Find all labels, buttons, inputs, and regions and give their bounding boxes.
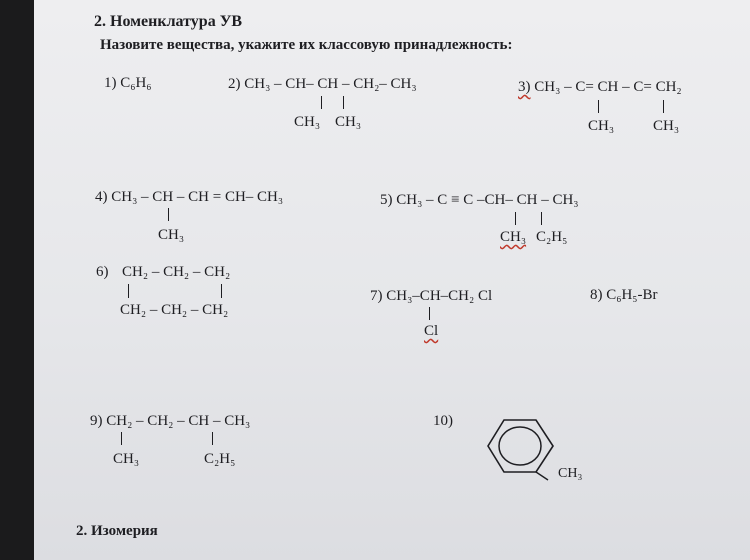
compound-3-main-chain: CH₃ – C= CH – C= CH₂ [530, 79, 682, 95]
compound-3-bond [598, 100, 599, 113]
compound-5-bond [515, 212, 516, 225]
compound-10-number: 10) [433, 413, 453, 429]
compound-3-number: 3) [518, 79, 531, 95]
compound-6-ring-bond [221, 284, 222, 298]
compound-4-main-chain: 4) CH₃ – CH – CH = CH– CH₃ [95, 189, 284, 205]
compound-7-substituent: Cl [424, 323, 439, 339]
compound-8: 8) C₆H₅-Br [590, 287, 658, 303]
compound-5-substituent: CH₃ [500, 229, 527, 245]
compound-2-main-chain: 2) CH₃ – CH– CH – CH₂– CH₃ [228, 76, 417, 92]
compound-5-substituent: C₂H₅ [536, 229, 568, 245]
compound-6-top-chain: CH₂ – CH₂ – CH₂ [122, 264, 231, 280]
compound-3-bond [663, 100, 664, 113]
compound-9-substituent: CH₃ [113, 451, 140, 467]
compound-7-main-chain: 7) CH₃–CH–CH₂ Cl [370, 288, 493, 304]
compound-10-substituent: CH₃ [558, 466, 583, 481]
compound-9-bond [212, 432, 213, 445]
compound-9-main-chain: 9) CH₂ – CH₂ – CH – CH₃ [90, 413, 251, 429]
section-heading: 2. Номенклатура УВ [94, 13, 243, 30]
compound-9-substituent: C₂H₅ [204, 451, 236, 467]
compound-5-bond [541, 212, 542, 225]
compound-2-substituent: CH₃ [294, 114, 321, 130]
compound-1: 1) C₆H₆ [104, 75, 152, 91]
compound-4-substituent: CH₃ [158, 227, 185, 243]
compound-9-bond [121, 432, 122, 445]
compound-3-substituent: CH₃ [588, 118, 615, 134]
compound-7-bond [429, 307, 430, 320]
compound-5-main-chain: 5) CH₃ – C ≡ C –CH– CH – CH₃ [380, 192, 579, 208]
footer-heading: 2. Изомерия [76, 523, 158, 539]
compound-6-ring-bond [128, 284, 129, 298]
task-instruction: Назовите вещества, укажите их классовую принадлежность: [100, 37, 513, 53]
compound-6-bottom-chain: CH₂ – CH₂ – CH₂ [120, 302, 229, 318]
compound-6-number: 6) [96, 264, 109, 280]
compound-4-bond [168, 208, 169, 221]
compound-2-bond [321, 96, 322, 109]
compound-2-bond [343, 96, 344, 109]
compound-2-substituent: CH₃ [335, 114, 362, 130]
compound-3-substituent: CH₃ [653, 118, 680, 134]
